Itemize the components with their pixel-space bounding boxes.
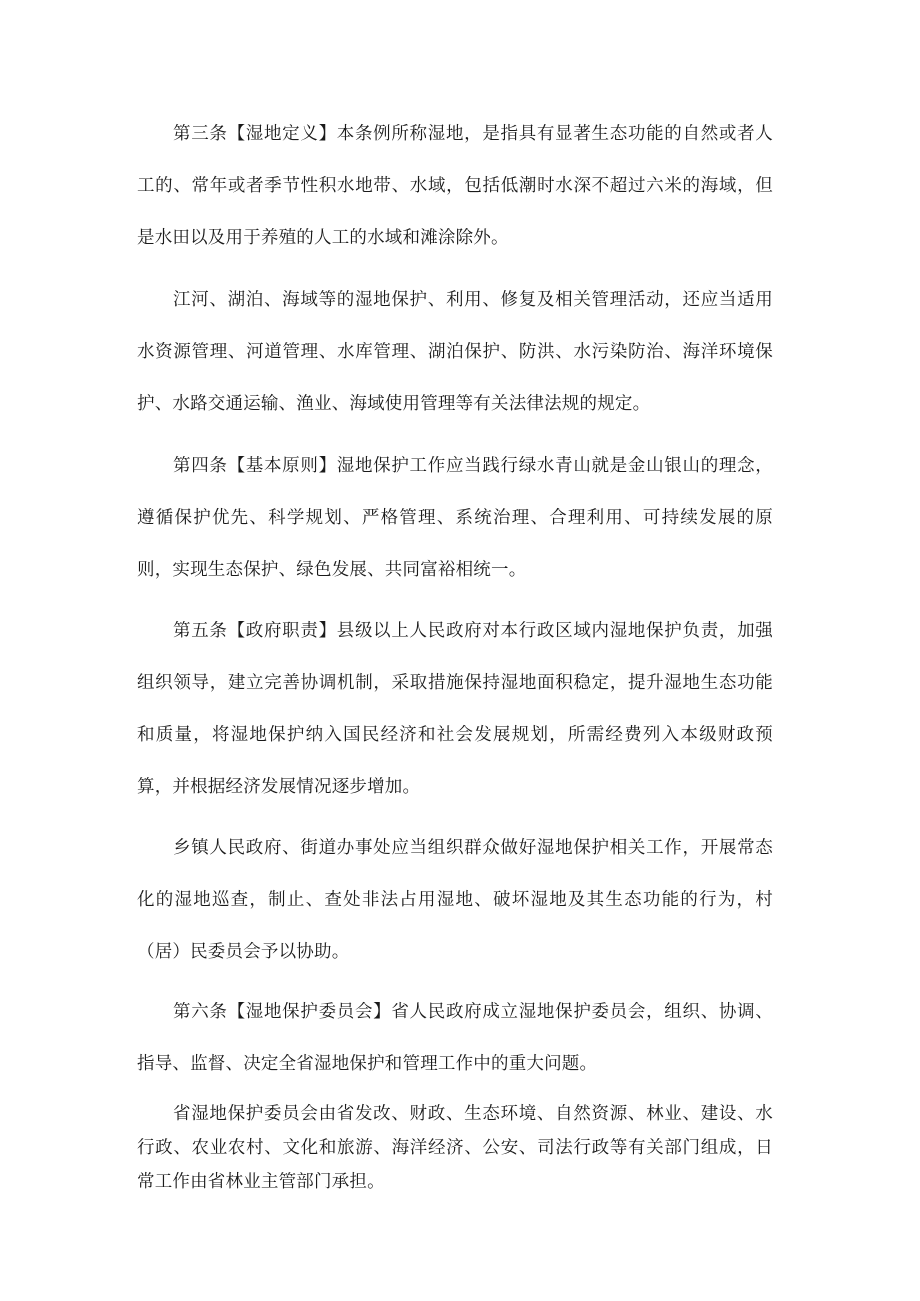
- paragraph-article-5-township: 乡镇人民政府、街道办事处应当组织群众做好湿地保护相关工作，开展常态化的湿地巡查，制止、查处非法占用湿地、破坏湿地及其生态功能的行为，村（居）民委员会予以协助。: [137, 838, 773, 962]
- paragraph-article-3: 第三条【湿地定义】本条例所称湿地，是指具有显著生态功能的自然或者人工的、常年或者季节性积水地带、水域，包括低潮时水深不超过六米的海域，但是水田以及用于养殖的人工的水域和滩涂除外。: [137, 124, 773, 248]
- paragraph-article-6-committee: 省湿地保护委员会由省发改、财政、生态环境、自然资源、林业、建设、水行政、农业农村、文化和旅游、海洋经济、公安、司法行政等有关部门组成，日常工作由省林业主管部门承担。: [137, 1104, 773, 1192]
- paragraph-article-3-supplement: 江河、湖泊、海域等的湿地保护、利用、修复及相关管理活动，还应当适用水资源管理、河道管理、水库管理、湖泊保护、防洪、水污染防治、海洋环境保护、水路交通运输、渔业、海域使用管理等有关法律法规的规定。: [137, 290, 773, 414]
- paragraph-article-5: 第五条【政府职责】县级以上人民政府对本行政区域内湿地保护负责，加强组织领导，建立完善协调机制，采取措施保持湿地面积稳定，提升湿地生态功能和质量，将湿地保护纳入国民经济和社会发展规划，所需经费列入本级财政预算，并根据经济发展情况逐步增加。: [137, 621, 773, 797]
- paragraph-article-6: 第六条【湿地保护委员会】省人民政府成立湿地保护委员会，组织、协调、指导、监督、决定全省湿地保护和管理工作中的重大问题。: [137, 1002, 773, 1074]
- paragraph-article-4: 第四条【基本原则】湿地保护工作应当践行绿水青山就是金山银山的理念，遵循保护优先、科学规划、严格管理、系统治理、合理利用、可持续发展的原则，实现生态保护、绿色发展、共同富裕相统一。: [137, 456, 773, 580]
